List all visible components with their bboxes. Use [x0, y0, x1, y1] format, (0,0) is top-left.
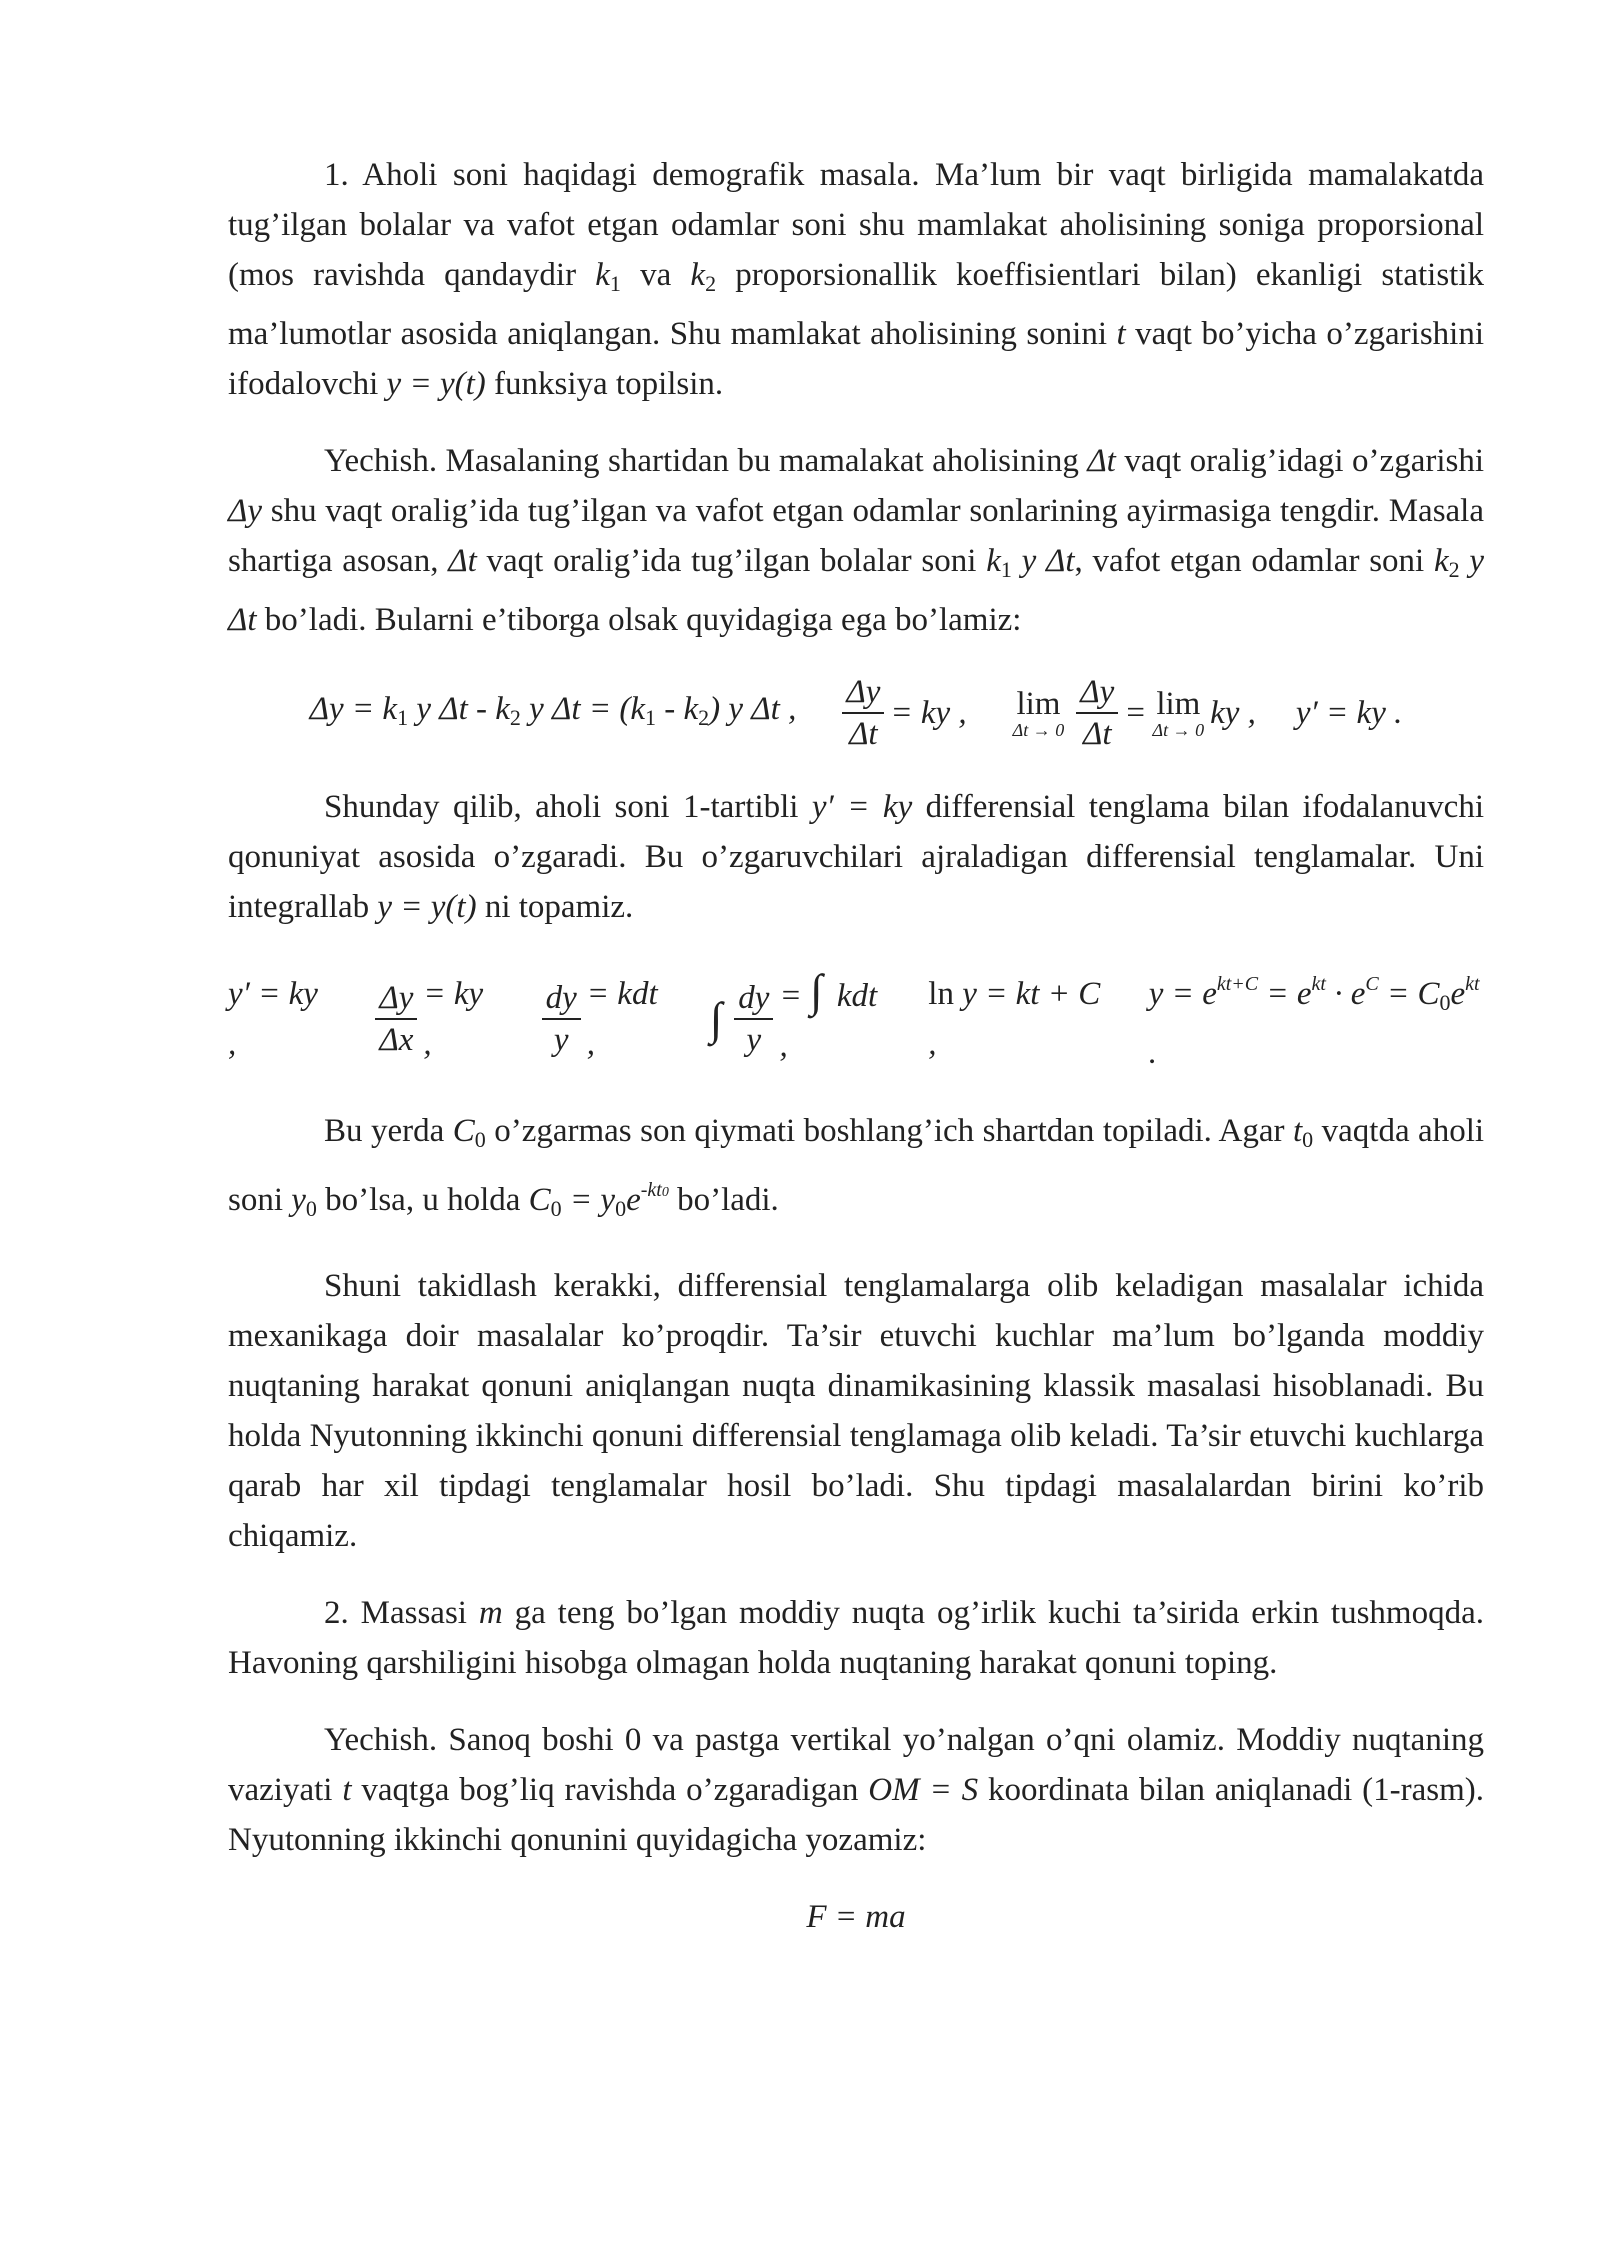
equation-integration: y′ = ky , $\frac{\Delta y}{\Delta x}$ = ky , $\frac{dy}{y}$ = kdt , ∫ $\frac{dy}{y}$ = ∫ kdt , ln y = kt + C , $y = e^{kt+C} = e^{kt} \cdot e^C = C_0e^{kt}$ . [228, 965, 1480, 1071]
paragraph-problem-2: 2. Massasi m ga teng bo’lgan moddiy nuqta og’irlik kuchi ta’sirida erkin tushmoqda. Havoning qarshiligini hisobga olmagan holda nuqtaning harakat qonuni toping. [228, 1595, 1485, 1681]
paragraph-solution-1: Yechish. Masalaning shartidan bu mamalakat aholisining Δt vaqt oralig’idagi o’zgarishi Δy shu vaqt oralig’ida tug’ilgan va vafot etgan odamlar sonlarining ayirmasiga tengdir. Masala shartiga asosan, Δt vaqt oralig’ida tug’ilgan bolalar soni $k_1$ y Δt, vafot etgan odamlar soni $k_2$ y Δt bo’ladi. Bularni e’tiborga olsak quyidagiga ega bo’lamiz: [228, 443, 1485, 638]
paragraph-constant: Bu yerda $C_0$ o’zgarmas son qiymati boshlang’ich shartdan topiladi. Agar $t_0$ vaqtda aholi soni $y_0$ bo’lsa, u holda $C_0 = y_0e^{-kt0}$ bo’ladi. [228, 1113, 1485, 1221]
paragraph-conclusion: Shunday qilib, aholi soni 1-tartibli y′ = ky differensial tenglama bilan ifodalanuvchi qonuniyat asosida o’zgaradi. Bu o’zgaruvchilari ajraladigan differensial tenglamalar. Uni integrallab y = y(t) ni topamiz. [228, 789, 1484, 925]
equation-newton: F = ma [806, 1899, 906, 1935]
document-page [228, 150, 1484, 1970]
equation-difference: $\Delta y = k_1$ y Δt - $k_2$ y $\Delta t = (k_1 - k_2)$ y Δt , $\frac{\Delta y}{\Delta t}$ = ky , lim Δt → 0 $\frac{\Delta y}{\Delta t}$ = lim Δt → 0 ky , y′ = ky . [309, 674, 1403, 752]
paragraph-mechanics: Shuni takidlash kerakki, differensial tenglamalarga olib keladigan masalalar ichida mexanikaga doir masalalar ko’proqdir. Ta’sir etuvchi kuchlar ma’lum bo’lganda moddiy nuqtaning harakat qonuni aniqlangan nuqta dinamikasining klassik masalasi hisoblanadi. Bu holda Nyutonning ikkinchi qonuni differensial tenglamaga olib keladi. Ta’sir etuvchi kuchlarga qarab har xil tipdagi tenglamalar hosil bo’ladi. Shu tipdagi masalalardan birini ko’rib chiqamiz. [228, 1268, 1484, 1554]
paragraph-problem-1: 1. Aholi soni haqidagi demografik masala. Ma’lum bir vaqt birligida mamalakatda tug’ilgan bolalar va vafot etgan odamlar soni shu mamlakat aholisining soniga proporsional (mos ravishda qandaydir $k_1$ va $k_2$ proporsionallik koeffisientlari bilan) ekanligi statistik ma’lumotlar asosida aniqlangan. Shu mamlakat aholisining sonini t vaqt bo’yicha o’zgarishini ifodalovchi y = y(t) funksiya topilsin. [228, 157, 1485, 402]
paragraph-solution-2: Yechish. Sanoq boshi 0 va pastga vertikal yo’nalgan o’qni olamiz. Moddiy nuqtaning vaziyati t vaqtga bog’liq ravishda o’zgaradigan OM = S koordinata bilan aniqlanadi (1-rasm). Nyutonning ikkinchi qonunini quyidagicha yozamiz: [228, 1722, 1485, 1858]
